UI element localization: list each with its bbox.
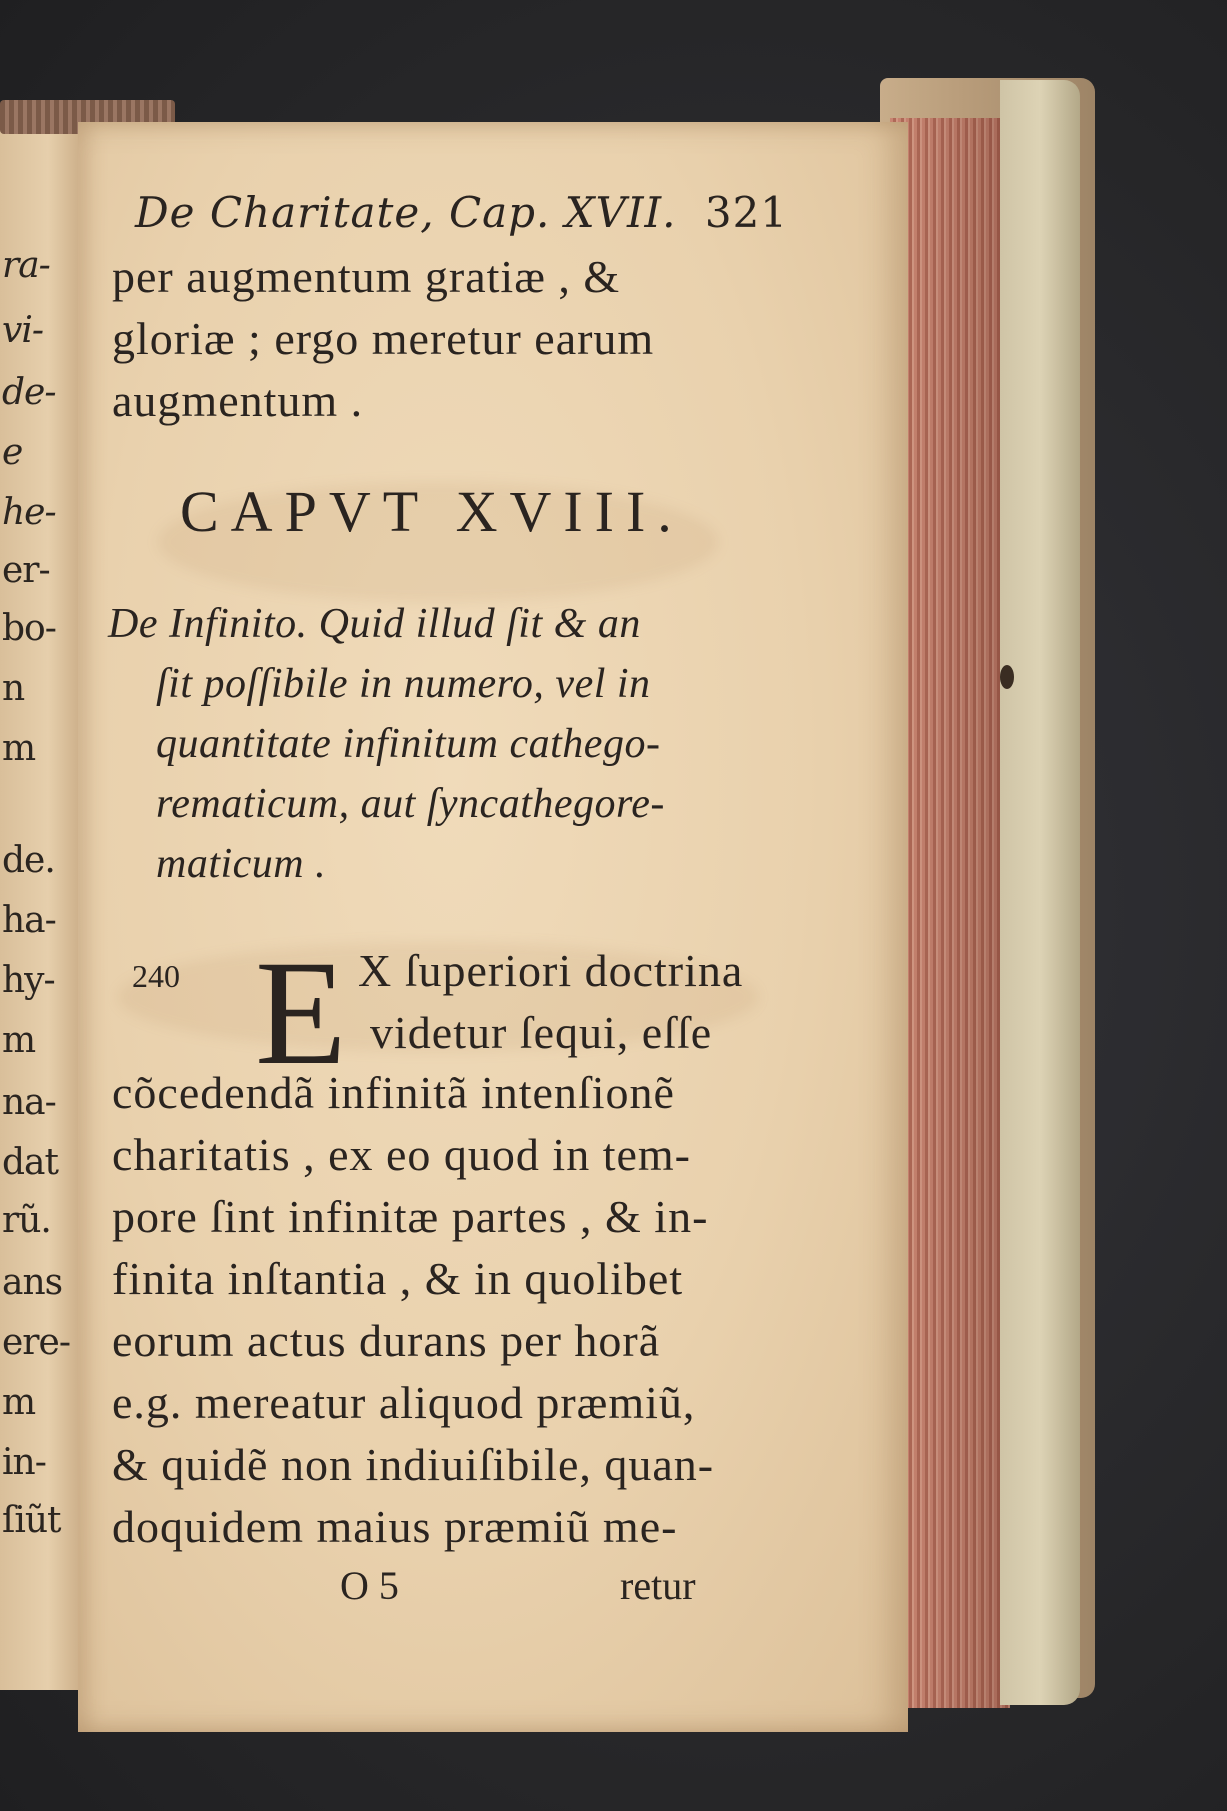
left-page-fragment: de. — [2, 840, 55, 881]
chapter-summary-line: De Infinito. Quid illud ſit & an — [108, 601, 641, 647]
text-line: doquidem maius præmiũ me- — [112, 1501, 678, 1552]
left-page-fragment: n — [2, 668, 25, 709]
left-page-fragment: hy- — [2, 960, 55, 1001]
text-line: eorum actus durans per horã — [112, 1315, 661, 1366]
margin-number: 240 — [132, 958, 180, 994]
left-page-fragment: in- — [2, 1442, 46, 1483]
left-page-fragment: m — [2, 728, 36, 769]
drop-cap: E — [255, 930, 347, 1096]
left-page-fragment: ha- — [2, 900, 56, 941]
running-head — [135, 188, 788, 237]
left-page-fragment: m — [2, 1020, 36, 1061]
chapter-title: CAPVT XVIII. — [180, 479, 684, 544]
text-line: cõcedendã infinitã intenſionẽ — [112, 1067, 675, 1118]
page-number: 321 — [704, 188, 789, 237]
left-page-fragment: ſiũt — [2, 1500, 61, 1541]
left-page-fragment: e — [2, 432, 23, 473]
running-head-title: De Charitate, Cap. XVII. — [135, 188, 677, 237]
chapter-summary-line: ſit poſſibile in numero, vel in — [156, 661, 651, 707]
text-line: X ſuperiori doctrina — [358, 945, 744, 996]
page-edge-shading — [890, 118, 1010, 1708]
text-line: per augmentum gratiæ , & — [112, 251, 621, 302]
binding-hole — [1000, 665, 1014, 689]
text-line: e.g. mereatur aliquod præmiũ, — [112, 1377, 696, 1428]
left-page-fragment: de- — [2, 372, 56, 413]
text-line: augmentum . — [112, 375, 364, 426]
text-line: videtur ſequi, eſſe — [370, 1007, 713, 1058]
chapter-summary-line: quantitate infinitum cathego- — [156, 721, 661, 767]
left-page-fragment: na- — [2, 1082, 56, 1123]
catchword: retur — [620, 1563, 696, 1608]
left-page-fragment: er- — [2, 550, 50, 591]
chapter-summary-line: maticum . — [156, 841, 327, 887]
left-page-fragment: bo- — [2, 608, 56, 649]
chapter-summary-line: rematicum, aut ſyncathegore- — [156, 781, 665, 827]
left-page-fragment: ere- — [2, 1322, 70, 1363]
text-line: gloriæ ; ergo meretur earum — [112, 313, 655, 364]
text-line: finita inſtantia , & in quolibet — [112, 1253, 684, 1304]
left-page-fragment: he- — [2, 492, 56, 533]
left-page-fragment: vi- — [2, 310, 44, 351]
left-page-fragment: ans — [2, 1262, 63, 1303]
signature-mark: O 5 — [340, 1563, 399, 1608]
left-page-fragment: ra- — [2, 245, 50, 286]
text-line: pore ſint infinitæ partes , & in- — [112, 1191, 709, 1242]
text-line: charitatis , ex eo quod in tem- — [112, 1129, 692, 1180]
text-line: & quidẽ non indiuiſibile, quan- — [112, 1439, 715, 1490]
left-page-fragment: dat — [2, 1142, 58, 1183]
vellum-binding — [1000, 80, 1080, 1705]
left-page-fragment: m — [2, 1382, 36, 1423]
left-page-fragment: rũ. — [2, 1200, 51, 1241]
